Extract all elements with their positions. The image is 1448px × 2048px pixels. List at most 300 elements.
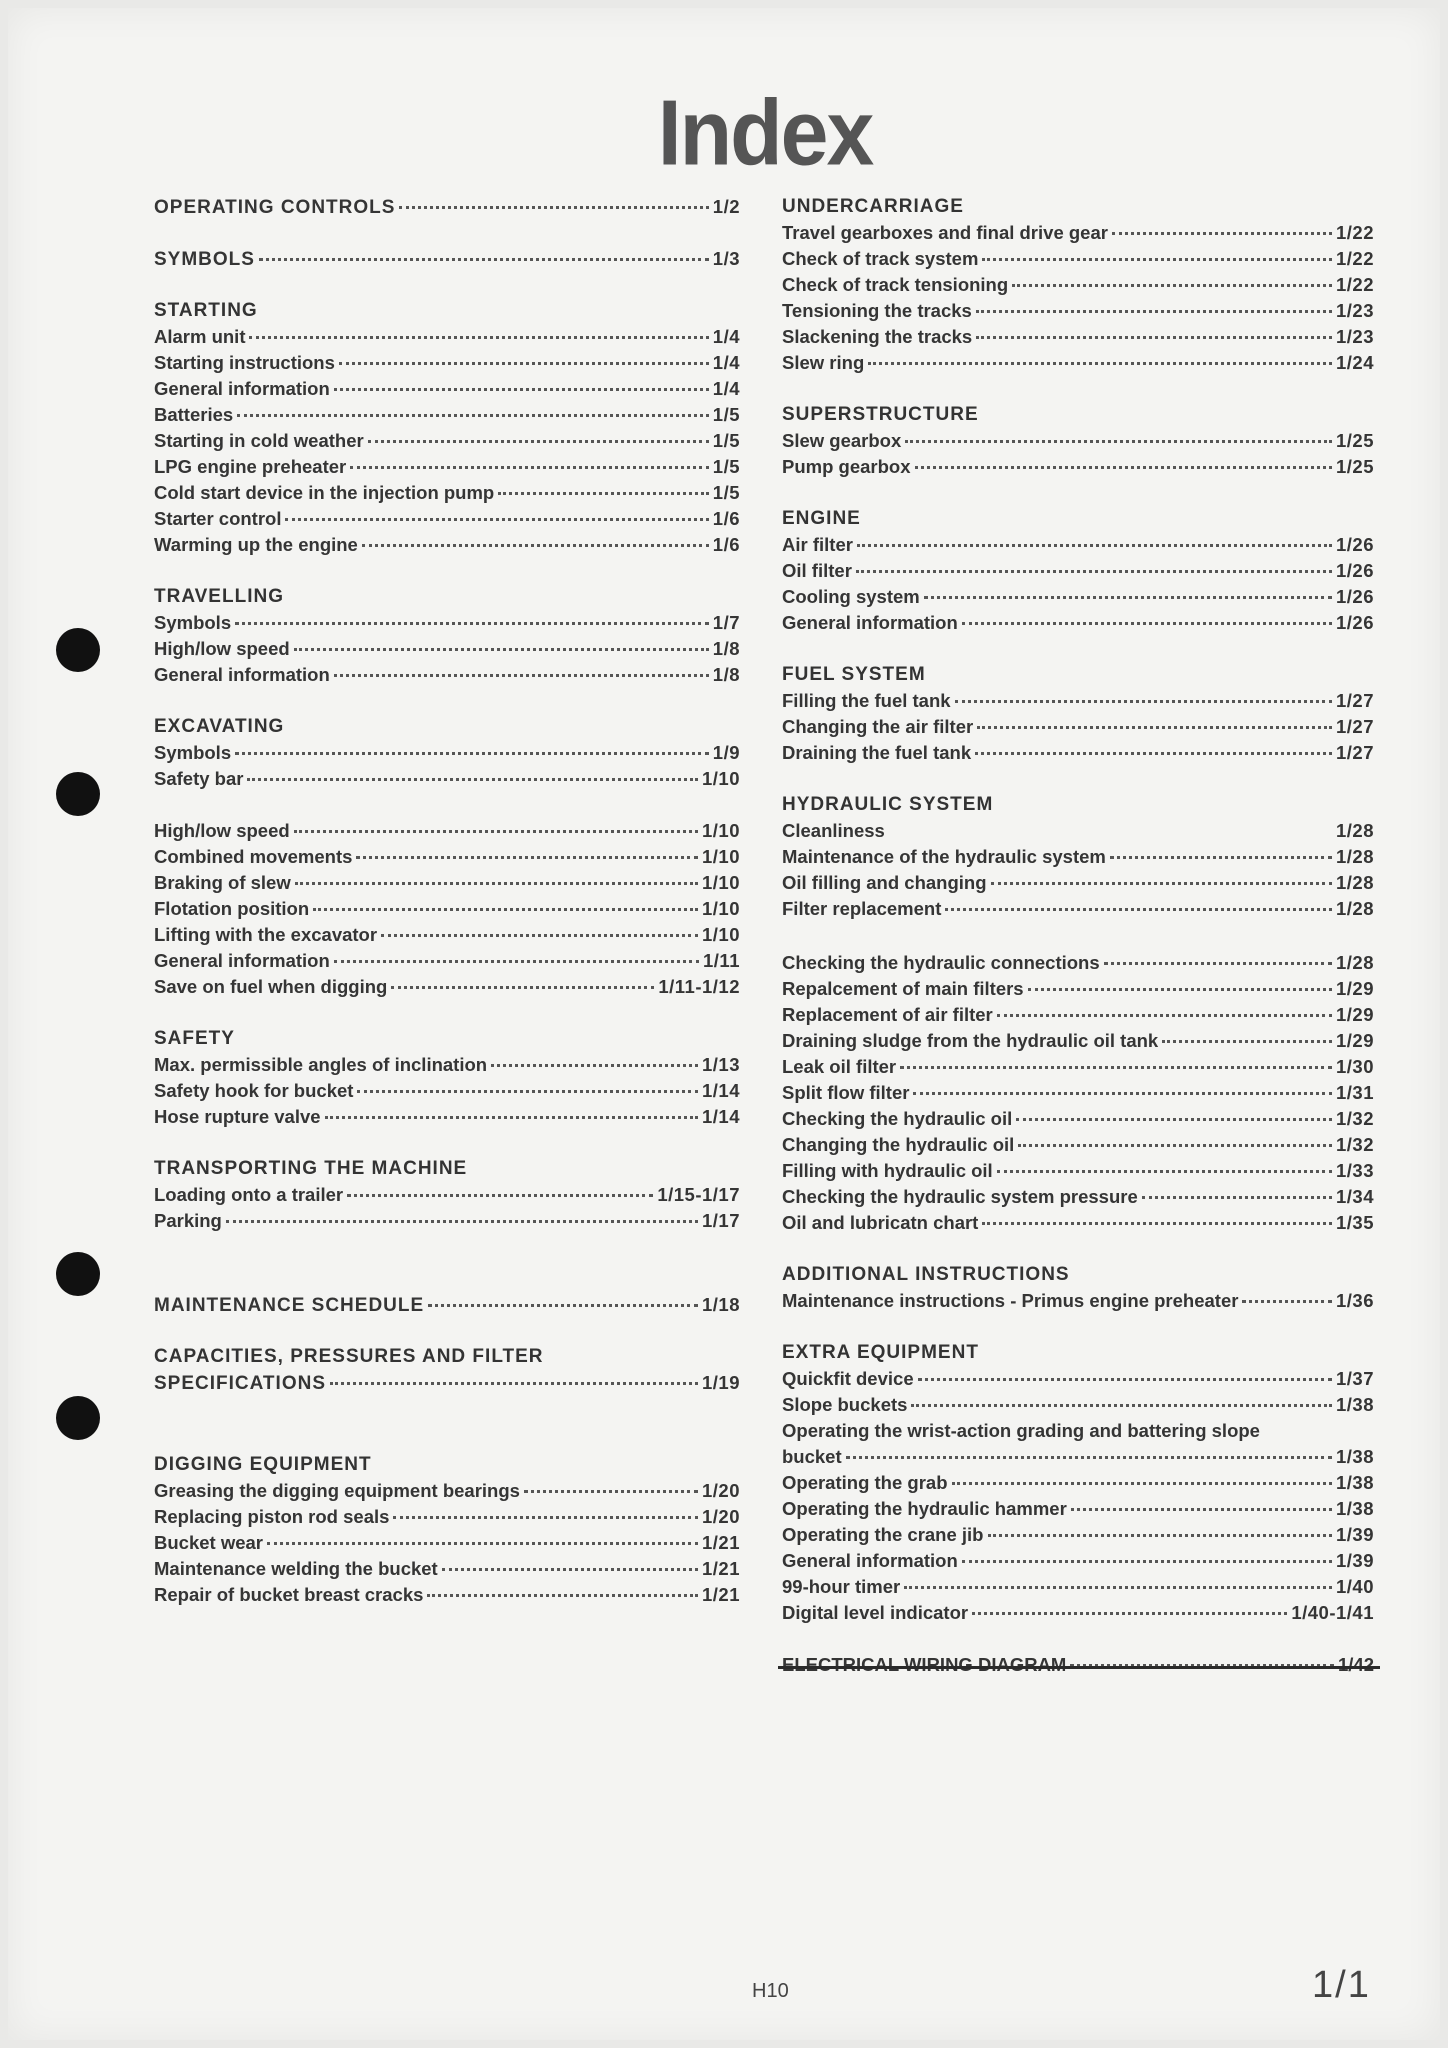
entry-label: Bucket wear <box>154 1532 263 1553</box>
dot-leader <box>900 1066 1332 1069</box>
section-gap <box>154 1130 740 1156</box>
entry-page-ref: 1/29 <box>1335 1004 1374 1025</box>
entry-page-ref: 1/30 <box>1335 1056 1374 1077</box>
dot-leader <box>347 1194 653 1197</box>
dot-leader <box>399 206 708 209</box>
dot-leader <box>857 544 1332 547</box>
index-entry <box>154 428 740 454</box>
section-gap <box>154 1396 740 1452</box>
index-entry <box>782 1522 1374 1548</box>
index-entry <box>154 1556 740 1582</box>
entry-label: Repalcement of main filters <box>782 978 1024 999</box>
index-entry <box>154 1478 740 1504</box>
section-heading: HYDRAULIC SYSTEM <box>782 794 994 815</box>
index-section <box>782 402 1374 480</box>
entry-page-ref: 1/38 <box>1335 1446 1374 1467</box>
index-entry <box>782 1366 1374 1392</box>
index-entry <box>782 1444 1374 1470</box>
index-entry <box>154 766 740 792</box>
section-heading: ENGINE <box>782 508 861 529</box>
entry-label: Oil filling and changing <box>782 872 987 893</box>
index-entry <box>154 662 740 688</box>
entry-label: Starting in cold weather <box>154 430 364 451</box>
dot-leader <box>295 882 698 885</box>
entry-label: bucket <box>782 1446 842 1467</box>
section-heading: DIGGING EQUIPMENT <box>154 1454 372 1475</box>
index-entry <box>782 350 1374 376</box>
entry-label: Lifting with the excavator <box>154 924 378 945</box>
entry-page-ref: 1/4 <box>712 378 740 399</box>
dot-leader <box>945 908 1332 911</box>
dot-leader <box>976 310 1332 313</box>
dot-leader <box>988 1534 1332 1537</box>
index-entry <box>782 1600 1374 1626</box>
entry-label: Maintenance instructions - Primus engine preheater <box>782 1290 1239 1311</box>
dot-leader <box>1028 988 1332 991</box>
section-gap <box>154 1234 740 1292</box>
entry-page-ref: 1/8 <box>712 638 740 659</box>
entry-page-ref: 1/7 <box>712 612 740 633</box>
struck-entry-page-ref: 1/42 <box>1337 1654 1374 1675</box>
dot-leader <box>235 752 709 755</box>
entry-label: Starting instructions <box>154 352 335 373</box>
index-entry <box>782 558 1374 584</box>
entry-page-ref: 1/26 <box>1335 560 1374 581</box>
index-entry <box>782 1054 1374 1080</box>
index-entry <box>782 844 1374 870</box>
index-entry <box>782 1002 1374 1028</box>
index-entry <box>782 324 1374 350</box>
index-entry <box>782 428 1374 454</box>
entry-page-ref: 1/13 <box>701 1054 740 1075</box>
dot-leader <box>285 518 708 521</box>
binder-hole <box>56 772 100 816</box>
entry-page-ref: 1/5 <box>712 430 740 451</box>
dot-leader <box>381 934 698 937</box>
section-heading: EXTRA EQUIPMENT <box>782 1342 979 1363</box>
dot-leader <box>856 570 1332 573</box>
entry-label: Changing the hydraulic oil <box>782 1134 1015 1155</box>
index-entry <box>154 948 740 974</box>
section-gap <box>154 272 740 298</box>
entry-page-ref: 1/22 <box>1335 222 1374 243</box>
entry-page-ref: 1/28 <box>1335 846 1374 867</box>
entry-page-ref: 1/28 <box>1335 820 1374 841</box>
entry-label: Slew ring <box>782 352 865 373</box>
entry-label: Draining the fuel tank <box>782 742 972 763</box>
entry-label: Safety hook for bucket <box>154 1080 354 1101</box>
entry-label: Quickfit device <box>782 1368 914 1389</box>
entry-page-ref: 1/4 <box>712 352 740 373</box>
entry-label: Slope buckets <box>782 1394 908 1415</box>
index-entry <box>782 1028 1374 1054</box>
entry-label: Digital level indicator <box>782 1602 969 1623</box>
dot-leader <box>997 1014 1332 1017</box>
dot-leader <box>962 1560 1332 1563</box>
entry-page-ref: 1/5 <box>712 482 740 503</box>
dot-leader <box>294 648 709 651</box>
index-section <box>782 662 1374 766</box>
section-gap <box>782 766 1374 792</box>
dot-leader <box>368 440 709 443</box>
section-heading: SAFETY <box>154 1028 235 1049</box>
index-entry <box>154 402 740 428</box>
index-entry <box>154 1078 740 1104</box>
dot-leader <box>1112 232 1332 235</box>
entry-page-ref: 1/25 <box>1335 456 1374 477</box>
entry-label: Maintenance welding the bucket <box>154 1558 438 1579</box>
dot-leader <box>491 1064 698 1067</box>
entry-page-ref: 1/19 <box>701 1372 740 1393</box>
entry-label: Replacing piston rod seals <box>154 1506 390 1527</box>
entry-label: Split flow filter <box>782 1082 910 1103</box>
entry-page-ref: 1/35 <box>1335 1212 1374 1233</box>
entry-label: Combined movements <box>154 846 353 867</box>
entry-page-ref: 1/38 <box>1335 1498 1374 1519</box>
dot-leader <box>339 362 709 365</box>
entry-page-ref: 1/24 <box>1335 352 1374 373</box>
dot-leader <box>991 882 1332 885</box>
struck-entry <box>782 1652 1374 1678</box>
dot-leader <box>952 1482 1332 1485</box>
entry-page-ref: 1/4 <box>712 326 740 347</box>
index-entry <box>154 506 740 532</box>
index-entry <box>782 976 1374 1002</box>
entry-label: Filling with hydraulic oil <box>782 1160 993 1181</box>
dot-leader <box>428 1304 698 1307</box>
binder-hole <box>56 628 100 672</box>
entry-label: Loading onto a trailer <box>154 1184 344 1205</box>
index-section <box>154 818 740 1000</box>
dot-leader <box>334 388 709 391</box>
dot-leader <box>913 1092 1332 1095</box>
dot-leader <box>1012 284 1332 287</box>
entry-label: High/low speed <box>154 638 290 659</box>
dot-leader <box>918 1378 1332 1381</box>
section-gap <box>154 558 740 584</box>
index-section <box>782 950 1374 1236</box>
section-gap <box>782 636 1374 662</box>
dot-leader <box>924 596 1332 599</box>
entry-page-ref: 1/23 <box>1335 326 1374 347</box>
binder-hole <box>56 1396 100 1440</box>
index-section <box>154 1292 740 1318</box>
page-title: Index <box>657 81 873 185</box>
dot-leader <box>982 258 1332 261</box>
index-entry <box>154 818 740 844</box>
index-entry <box>154 1208 740 1234</box>
entry-page-ref: 1/11 <box>703 950 740 971</box>
entry-label: Cold start device in the injection pump <box>154 482 495 503</box>
section-gap <box>154 1000 740 1026</box>
section-gap <box>154 688 740 714</box>
dot-leader <box>267 1542 698 1545</box>
entry-label: MAINTENANCE SCHEDULE <box>154 1295 425 1316</box>
dot-leader <box>972 1612 1287 1615</box>
index-section <box>154 194 740 220</box>
entry-page-ref: 1/15-1/17 <box>657 1184 740 1205</box>
entry-label: High/low speed <box>154 820 290 841</box>
index-entry <box>782 454 1374 480</box>
entry-page-ref: 1/11-1/12 <box>658 976 740 997</box>
dot-leader <box>391 986 654 989</box>
section-heading: TRANSPORTING THE MACHINE <box>154 1158 468 1179</box>
entry-page-ref: 1/28 <box>1335 898 1374 919</box>
dot-leader <box>334 960 699 963</box>
binder-hole <box>56 1252 100 1296</box>
entry-page-ref: 1/17 <box>701 1210 740 1231</box>
entry-page-ref: 1/26 <box>1335 586 1374 607</box>
dot-leader <box>1162 1040 1332 1043</box>
entry-label: LPG engine preheater <box>154 456 347 477</box>
index-section <box>154 1026 740 1130</box>
entry-page-ref: 1/33 <box>1335 1160 1374 1181</box>
entry-label: Batteries <box>154 404 234 425</box>
entry-page-ref: 1/38 <box>1335 1394 1374 1415</box>
dot-leader <box>955 700 1332 703</box>
entry-page-ref: 1/3 <box>712 248 740 269</box>
entry-label: Oil and lubricatn chart <box>782 1212 979 1233</box>
dot-leader <box>962 622 1332 625</box>
index-entry <box>782 1496 1374 1522</box>
dot-leader <box>976 336 1332 339</box>
dot-leader <box>325 1116 698 1119</box>
entry-label: Symbols <box>154 612 232 633</box>
dot-leader <box>915 466 1332 469</box>
index-entry <box>154 1504 740 1530</box>
section-gap <box>154 220 740 246</box>
index-section <box>782 194 1374 376</box>
entry-label: Starter control <box>154 508 282 529</box>
section-heading: ADDITIONAL INSTRUCTIONS <box>782 1264 1070 1285</box>
index-section <box>154 1452 740 1608</box>
section-gap <box>782 1314 1374 1340</box>
index-entry <box>782 1210 1374 1236</box>
entry-page-ref: 1/22 <box>1335 274 1374 295</box>
index-entry <box>154 974 740 1000</box>
section-heading: TRAVELLING <box>154 586 284 607</box>
entry-page-ref: 1/25 <box>1335 430 1374 451</box>
index-entry <box>782 220 1374 246</box>
index-section <box>782 1262 1374 1314</box>
index-entry <box>154 610 740 636</box>
entry-page-ref: 1/10 <box>701 872 740 893</box>
entry-page-ref: 1/32 <box>1335 1108 1374 1129</box>
dot-leader <box>1142 1196 1332 1199</box>
entry-page-ref: 1/2 <box>712 196 740 217</box>
section-heading: CAPACITIES, PRESSURES AND FILTER <box>154 1346 544 1367</box>
index-right-column <box>782 194 1374 1678</box>
index-entry <box>154 1582 740 1608</box>
entry-label: Cooling system <box>782 586 920 607</box>
index-entry <box>154 844 740 870</box>
entry-label: Symbols <box>154 742 232 763</box>
dot-leader <box>235 622 709 625</box>
index-entry <box>782 1106 1374 1132</box>
dot-leader <box>1110 856 1332 859</box>
entry-page-ref: 1/21 <box>701 1532 740 1553</box>
entry-page-ref: 1/18 <box>701 1294 740 1315</box>
section-gap <box>154 792 740 818</box>
index-entry <box>154 1370 740 1396</box>
index-section <box>154 714 740 792</box>
entry-label: Filter replacement <box>782 898 942 919</box>
index-entry <box>154 454 740 480</box>
dot-leader <box>905 440 1332 443</box>
section-gap <box>154 1318 740 1344</box>
dot-leader <box>498 492 709 495</box>
dot-leader <box>334 674 709 677</box>
index-entry <box>782 740 1374 766</box>
entry-page-ref: 1/10 <box>701 898 740 919</box>
entry-page-ref: 1/37 <box>1335 1368 1374 1389</box>
section-gap <box>782 480 1374 506</box>
index-entry <box>782 584 1374 610</box>
entry-label: General information <box>154 378 330 399</box>
section-heading: EXCAVATING <box>154 716 285 737</box>
index-entry <box>782 1132 1374 1158</box>
dot-leader <box>975 752 1332 755</box>
entry-page-ref: 1/10 <box>701 820 740 841</box>
index-entry <box>154 1292 740 1318</box>
index-entry <box>154 740 740 766</box>
entry-label: Cleanliness <box>782 820 885 841</box>
entry-label: Slew gearbox <box>782 430 902 451</box>
entry-page-ref: 1/10 <box>701 768 740 789</box>
entry-label: General information <box>782 1550 958 1571</box>
dot-leader <box>1071 1508 1332 1511</box>
document-page <box>8 8 1440 2040</box>
dot-leader <box>911 1404 1332 1407</box>
index-entry <box>782 1574 1374 1600</box>
entry-label: Filling the fuel tank <box>782 690 951 711</box>
entry-label: Operating the crane jib <box>782 1524 984 1545</box>
entry-label: Oil filter <box>782 560 852 581</box>
index-entry <box>154 870 740 896</box>
section-heading: SUPERSTRUCTURE <box>782 404 979 425</box>
entry-label: Operating the wrist-action grading and battering slope <box>782 1420 1260 1441</box>
entry-label: Safety bar <box>154 768 244 789</box>
index-entry <box>782 1288 1374 1314</box>
index-entry <box>154 1530 740 1556</box>
entry-label: Replacement of air filter <box>782 1004 993 1025</box>
section-gap <box>782 922 1374 950</box>
entry-label: General information <box>154 664 330 685</box>
entry-label: Leak oil filter <box>782 1056 897 1077</box>
index-entry <box>154 1052 740 1078</box>
index-entry <box>782 1080 1374 1106</box>
entry-page-ref: 1/6 <box>712 508 740 529</box>
entry-page-ref: 1/39 <box>1335 1550 1374 1571</box>
index-entry <box>782 1392 1374 1418</box>
dot-leader <box>313 908 698 911</box>
index-section <box>154 298 740 558</box>
entry-page-ref: 1/36 <box>1335 1290 1374 1311</box>
entry-page-ref: 1/21 <box>701 1584 740 1605</box>
index-entry <box>154 246 740 272</box>
entry-page-ref: 1/23 <box>1335 300 1374 321</box>
dot-leader <box>393 1516 698 1519</box>
entry-label: General information <box>782 612 958 633</box>
entry-label: Alarm unit <box>154 326 246 347</box>
entry-label: Checking the hydraulic system pressure <box>782 1186 1138 1207</box>
entry-label: Check of track system <box>782 248 979 269</box>
entry-page-ref: 1/39 <box>1335 1524 1374 1545</box>
entry-page-ref: 1/28 <box>1335 872 1374 893</box>
section-heading: UNDERCARRIAGE <box>782 196 964 217</box>
entry-page-ref: 1/31 <box>1335 1082 1374 1103</box>
entry-page-ref: 1/10 <box>701 846 740 867</box>
dot-leader <box>1242 1300 1332 1303</box>
index-section <box>782 1340 1374 1626</box>
dot-leader <box>357 1090 698 1093</box>
index-entry <box>782 1184 1374 1210</box>
dot-leader <box>330 1382 698 1385</box>
index-entry <box>154 896 740 922</box>
entry-page-ref: 1/14 <box>701 1080 740 1101</box>
entry-label: SPECIFICATIONS <box>154 1373 326 1394</box>
index-entry <box>154 922 740 948</box>
index-entry <box>782 896 1374 922</box>
section-heading: STARTING <box>154 300 258 321</box>
index-entry <box>782 1158 1374 1184</box>
index-entry <box>782 298 1374 324</box>
index-entry <box>782 246 1374 272</box>
struck-entry-label: ELECTRICAL WIRING DIAGRAM <box>782 1654 1067 1675</box>
dot-leader <box>904 1586 1332 1589</box>
dot-leader <box>259 258 709 261</box>
entry-label: Checking the hydraulic oil <box>782 1108 1013 1129</box>
dot-leader <box>1018 1144 1332 1147</box>
index-entry <box>782 532 1374 558</box>
index-entry <box>154 194 740 220</box>
index-entry <box>154 1104 740 1130</box>
entry-label: Pump gearbox <box>782 456 911 477</box>
entry-page-ref: 1/29 <box>1335 978 1374 999</box>
index-section <box>154 1156 740 1234</box>
index-entry <box>782 1418 1374 1444</box>
entry-page-ref: 1/27 <box>1335 716 1374 737</box>
entry-page-ref: 1/32 <box>1335 1134 1374 1155</box>
index-entry <box>154 376 740 402</box>
entry-page-ref: 1/5 <box>712 404 740 425</box>
entry-page-ref: 1/14 <box>701 1106 740 1127</box>
entry-page-ref: 1/8 <box>712 664 740 685</box>
section-gap <box>782 1236 1374 1262</box>
entry-label: Operating the hydraulic hammer <box>782 1498 1067 1519</box>
entry-label: Changing the air filter <box>782 716 974 737</box>
entry-page-ref: 1/6 <box>712 534 740 555</box>
entry-label: Braking of slew <box>154 872 291 893</box>
index-entry <box>782 610 1374 636</box>
entry-page-ref: 1/5 <box>712 456 740 477</box>
dot-leader <box>977 726 1332 729</box>
index-entry <box>154 1182 740 1208</box>
entry-label: Maintenance of the hydraulic system <box>782 846 1106 867</box>
index-entry <box>782 714 1374 740</box>
index-entry <box>154 636 740 662</box>
dot-leader <box>226 1220 698 1223</box>
entry-label: General information <box>154 950 330 971</box>
entry-page-ref: 1/40 <box>1335 1576 1374 1597</box>
dot-leader <box>237 414 709 417</box>
entry-page-ref: 1/9 <box>712 742 740 763</box>
dot-leader <box>249 336 708 339</box>
dot-leader <box>524 1490 698 1493</box>
index-entry <box>782 950 1374 976</box>
entry-label: Repair of bucket breast cracks <box>154 1584 424 1605</box>
index-entry <box>782 870 1374 896</box>
